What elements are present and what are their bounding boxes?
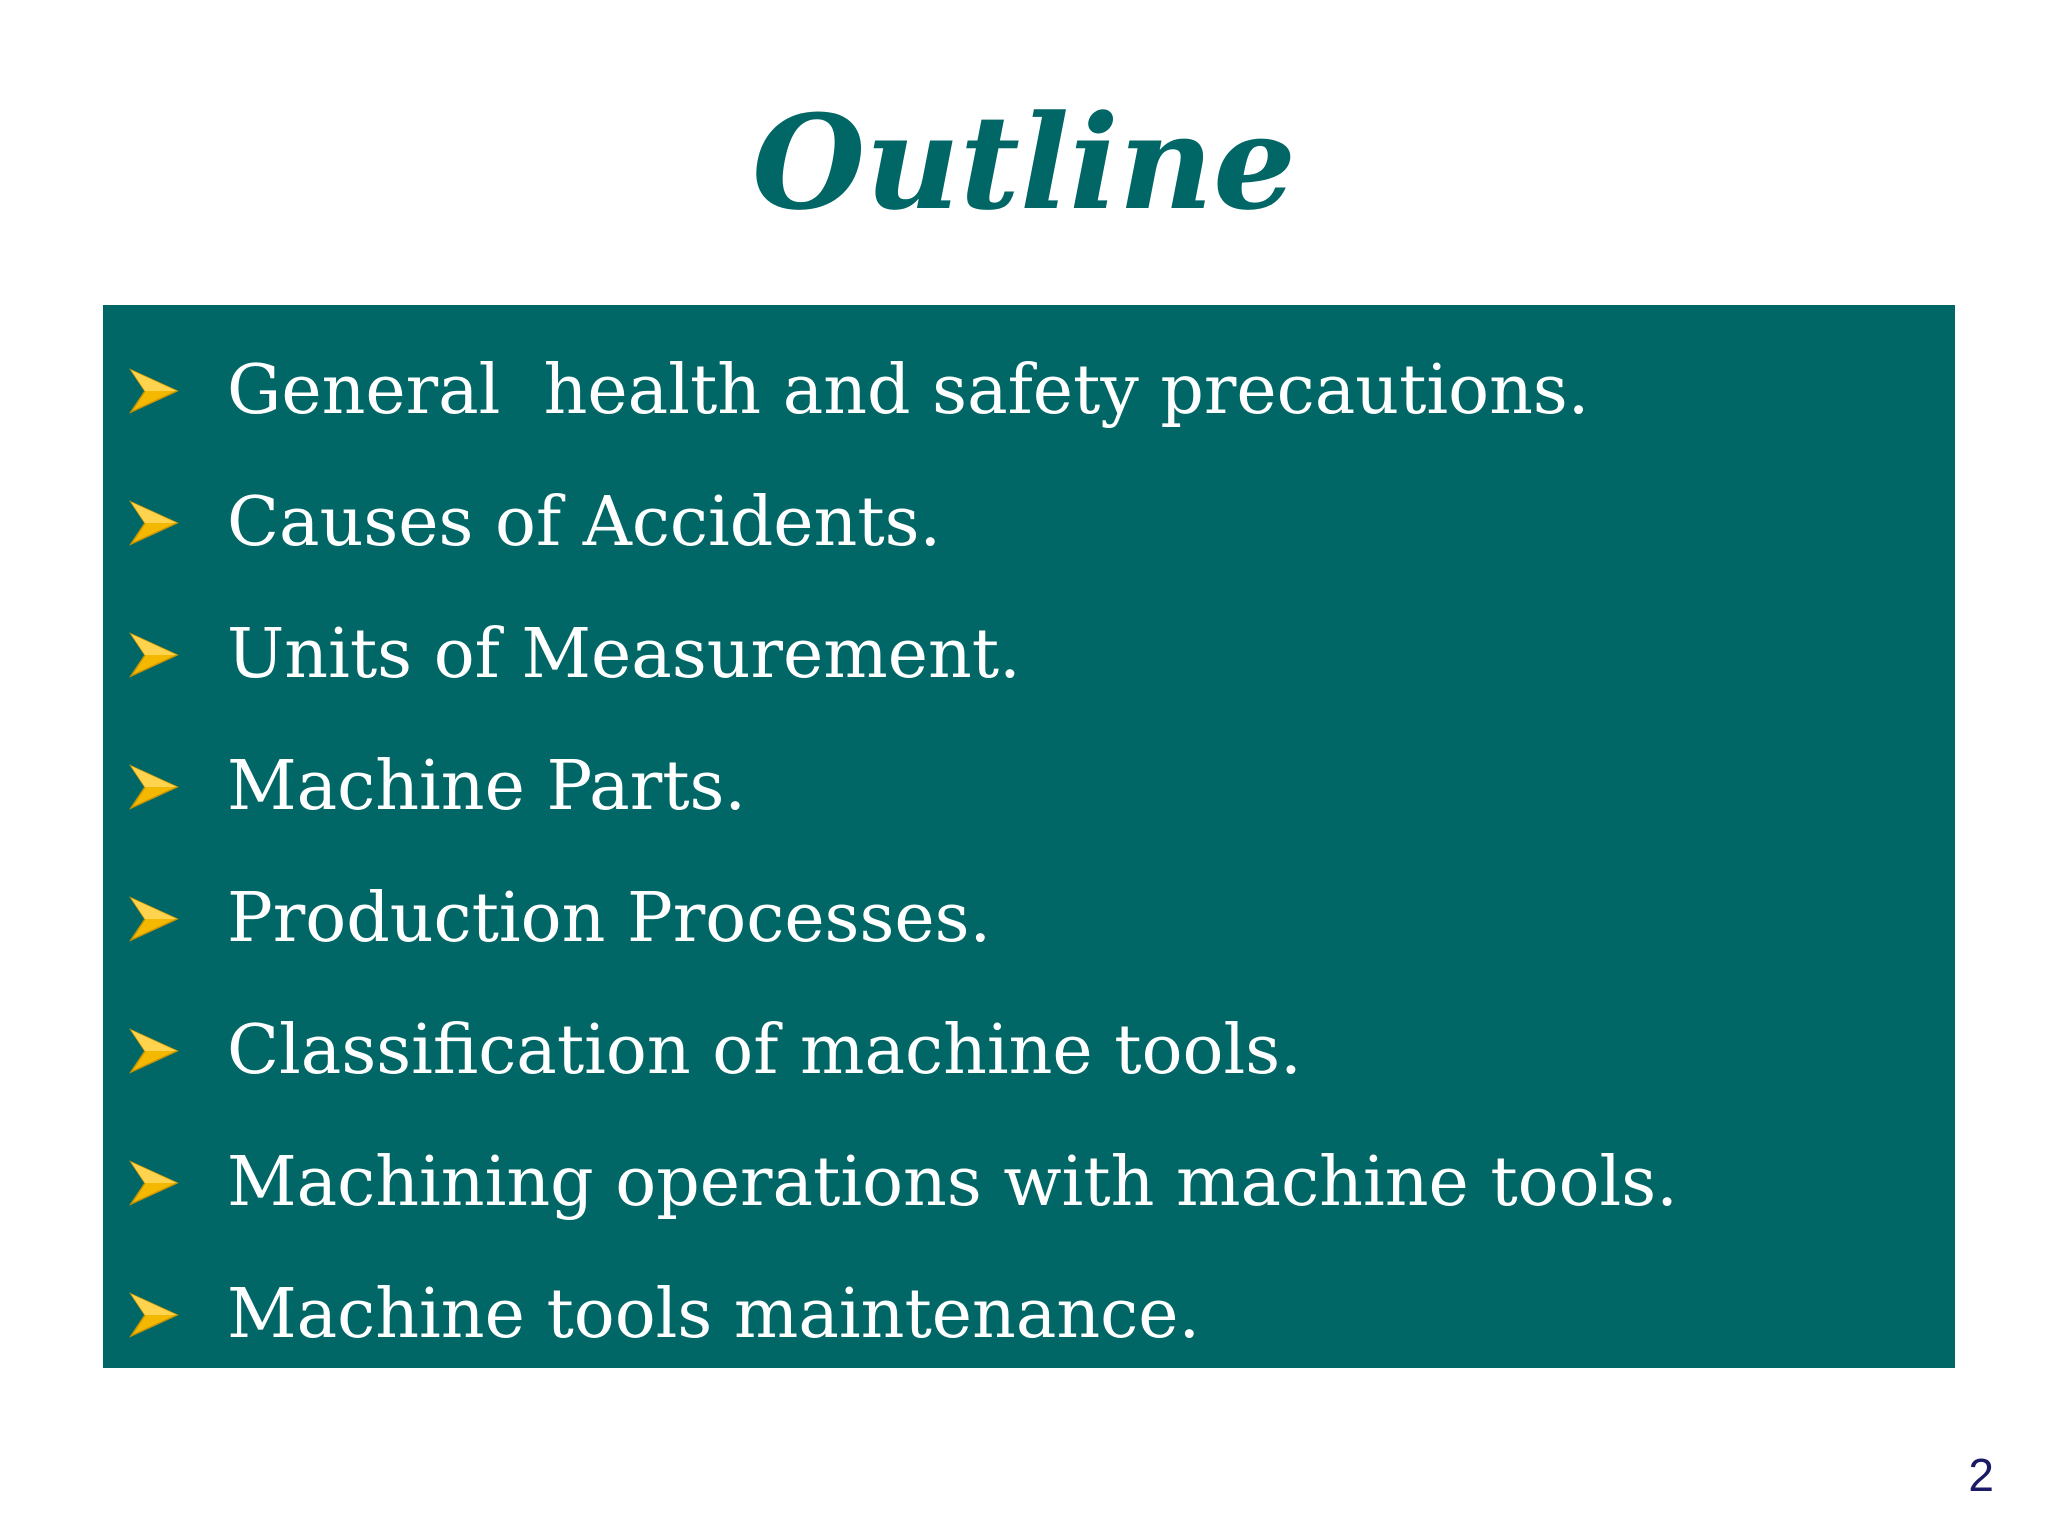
outline-item-label: Machine Parts. (227, 747, 747, 826)
outline-item (103, 985, 1955, 1117)
outline-box (103, 305, 1955, 1368)
outline-item (103, 721, 1955, 853)
outline-list (103, 325, 1955, 1381)
outline-item (103, 589, 1955, 721)
arrowhead-bullet-icon (129, 632, 179, 678)
outline-item-label: Classification of machine tools. (227, 1011, 1302, 1090)
outline-item (103, 325, 1955, 457)
arrowhead-bullet-icon (129, 1292, 179, 1338)
outline-item-label: Machining operations with machine tools. (227, 1143, 1678, 1222)
outline-item (103, 457, 1955, 589)
outline-item-label: Machine tools maintenance. (227, 1275, 1201, 1354)
arrowhead-bullet-icon (129, 500, 179, 546)
arrowhead-bullet-icon (129, 764, 179, 810)
page-number: 2 (1968, 1449, 1994, 1501)
arrowhead-bullet-icon (129, 1028, 179, 1074)
outline-item-label: Production Processes. (227, 879, 992, 958)
arrowhead-bullet-icon (129, 368, 179, 414)
outline-item (103, 1249, 1955, 1381)
outline-item (103, 1117, 1955, 1249)
outline-item-label: General health and safety precautions. (227, 351, 1590, 430)
slide-title: Outline (752, 86, 1296, 239)
outline-item (103, 853, 1955, 985)
outline-item-label: Causes of Accidents. (227, 483, 942, 562)
arrowhead-bullet-icon (129, 1160, 179, 1206)
arrowhead-bullet-icon (129, 896, 179, 942)
outline-item-label: Units of Measurement. (227, 615, 1021, 694)
